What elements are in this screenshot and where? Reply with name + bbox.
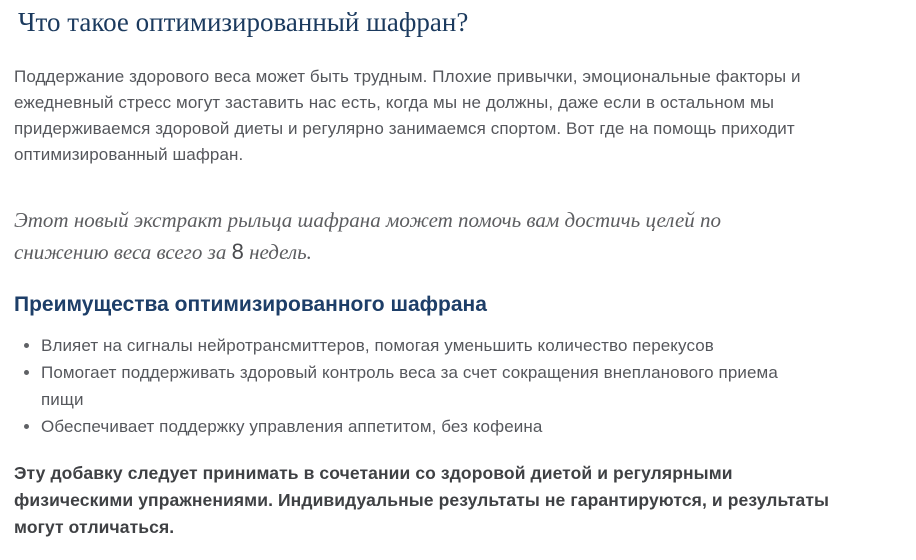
benefit-item-appetite-support: Обеспечивает поддержку управления аппетитом, без кофеина — [41, 413, 902, 440]
benefits-list — [14, 332, 902, 440]
benefits-heading: Преимущества оптимизированного шафрана — [14, 293, 487, 316]
lead-text-after: недель. — [243, 240, 312, 264]
page-title: Что такое оптимизированный шафран? — [18, 7, 469, 37]
benefit-item-neurotransmitters: Влияет на сигналы нейротрансмиттеров, помогая уменьшить количество перекусов — [41, 332, 902, 359]
lead-italic-paragraph — [14, 204, 902, 268]
lead-text-before: Этот новый экстракт рыльца шафрана может помочь вам достичь целей по снижению веса всего за — [14, 208, 722, 264]
intro-paragraph: Поддержание здорового веса может быть трудным. Плохие привычки, эмоциональные факторы и ежедневный стресс могут заставить нас есть, когда мы не должны, даже если в остальном мы придерживаемся здоровой диеты и регулярно занимаемся спортом. Вот где на помощь приходит оптимизированный шафран. — [14, 67, 801, 164]
disclaimer-paragraph: Эту добавку следует принимать в сочетании со здоровой диетой и регулярными физическими упражнениями. Индивидуальные результаты не гарантируются, и результаты могут отличаться. — [14, 463, 830, 537]
lead-weeks-number: 8 — [231, 239, 244, 264]
benefit-item-weight-control: Помогает поддерживать здоровый контроль веса за счет сокращения внепланового приема пищи — [41, 359, 902, 413]
